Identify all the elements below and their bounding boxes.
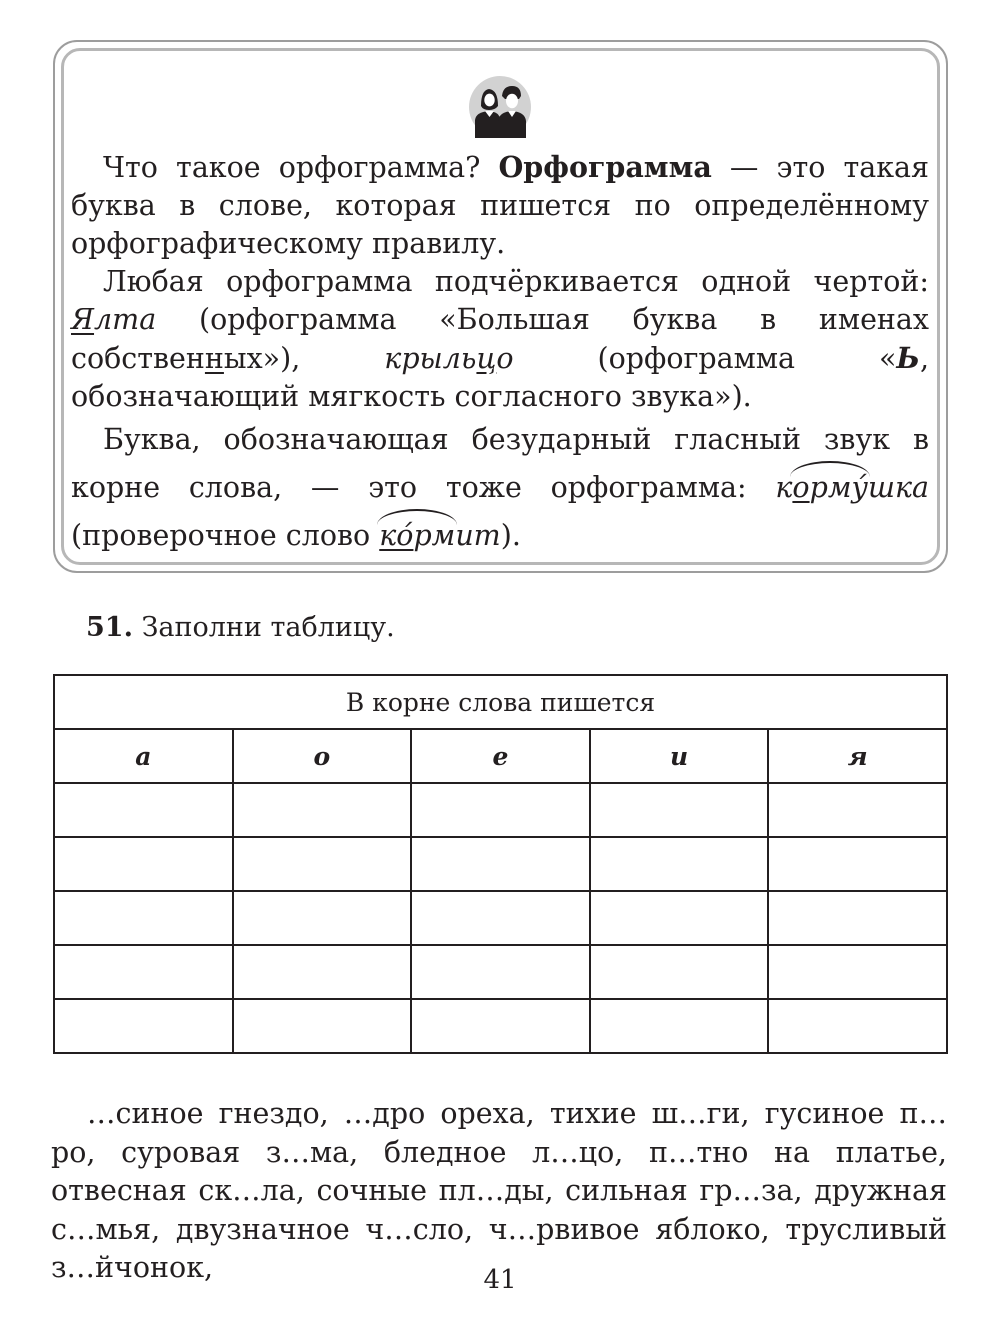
example-part: шка xyxy=(867,471,929,504)
table-cell[interactable] xyxy=(590,891,769,945)
table-cell[interactable] xyxy=(768,945,947,999)
table-row xyxy=(54,945,947,999)
table-cell[interactable] xyxy=(233,999,412,1053)
rule-text-fragment: Буква, обозначающая безударный гласный звук в корне слова, — это тоже орфограмма: xyxy=(71,423,929,504)
example-krylco xyxy=(384,342,513,375)
fill-in-table xyxy=(53,674,948,1054)
rule-text-fragment: (проверочное слово xyxy=(71,519,380,552)
table-cell[interactable] xyxy=(233,945,412,999)
rule-paragraph-2 xyxy=(71,263,929,416)
rule-text-fragment: ых»), xyxy=(223,342,385,375)
underlined-letter: ц xyxy=(476,342,497,375)
table-row xyxy=(54,891,947,945)
table-row xyxy=(54,837,947,891)
soft-sign-letter: Ь xyxy=(896,341,920,375)
example-yalta xyxy=(71,303,156,336)
table-row xyxy=(54,999,947,1053)
table-cell[interactable] xyxy=(768,999,947,1053)
rule-text-fragment: Что такое орфограмма? xyxy=(103,151,499,184)
task-number: 51. xyxy=(86,612,133,643)
table-cell[interactable] xyxy=(768,891,947,945)
table-cell[interactable] xyxy=(411,783,590,837)
rule-text-fragment: , обозначающий мягкость согласного звука»). xyxy=(71,342,929,413)
table-cell[interactable] xyxy=(768,783,947,837)
underlined-letter: Я xyxy=(71,303,95,336)
table-cell[interactable] xyxy=(54,837,233,891)
table-cell[interactable] xyxy=(54,999,233,1053)
rule-text xyxy=(71,148,929,560)
table-cell[interactable] xyxy=(54,945,233,999)
task-text: Заполни таблицу. xyxy=(132,612,395,643)
rule-paragraph-1 xyxy=(71,148,929,263)
example-part: к xyxy=(775,471,793,504)
table-cell[interactable] xyxy=(233,837,412,891)
task-heading xyxy=(86,612,395,643)
example-part: крыль xyxy=(384,342,477,375)
table-cell[interactable] xyxy=(54,891,233,945)
table-cell[interactable] xyxy=(590,999,769,1053)
column-ya: я xyxy=(768,729,947,783)
rule-text-fragment: ). xyxy=(500,519,521,552)
example-kormushka xyxy=(775,471,929,504)
underlined-letter: н xyxy=(204,342,224,375)
term-orthogram: Орфограмма xyxy=(498,150,712,184)
table-header: В корне слова пишется xyxy=(54,675,947,729)
table-cell[interactable] xyxy=(590,783,769,837)
root-arc xyxy=(792,471,868,504)
column-o: о xyxy=(233,729,412,783)
exercise-text: …синое гнездо, …дро ореха, тихие ш…ги, гусиное п…ро, суровая з…ма, бледное л…цо, п…тно на платье, отвесная ск…ла, сочные пл…ды, сильная гр…за, дружная с…мья, двузначное ч…сло, ч…рвивое яблоко, трусливый з…йчонок, xyxy=(51,1097,947,1284)
table-cell[interactable] xyxy=(54,783,233,837)
table-cell[interactable] xyxy=(411,891,590,945)
example-part: лта xyxy=(94,303,157,336)
rule-text-fragment: — это такая буква в слове, которая пишется по определённому орфографическому правилу. xyxy=(71,151,930,260)
table-cell[interactable] xyxy=(590,837,769,891)
two-people-icon xyxy=(469,76,531,138)
table-cell[interactable] xyxy=(233,783,412,837)
underlined-letter: о xyxy=(792,471,810,504)
example-part: о xyxy=(496,342,514,375)
table-cell[interactable] xyxy=(768,837,947,891)
rule-text-fragment: (орфограмма «Большая буква в именах собствен xyxy=(71,303,929,375)
column-i: и xyxy=(590,729,769,783)
example-part: рм xyxy=(413,519,456,552)
page-number: 41 xyxy=(483,1265,517,1295)
table-cell[interactable] xyxy=(590,945,769,999)
example-part: ит xyxy=(455,519,501,552)
rule-text-fragment: Любая орфограмма подчёркивается одной чертой: xyxy=(103,265,929,298)
column-e: е xyxy=(411,729,590,783)
example-kormit xyxy=(379,519,500,552)
rule-paragraph-3 xyxy=(71,416,929,560)
example-part: рму́ xyxy=(809,471,868,504)
table-row xyxy=(54,783,947,837)
underlined-letter: ко́ xyxy=(379,519,414,552)
table-cell[interactable] xyxy=(411,999,590,1053)
table-cell[interactable] xyxy=(411,837,590,891)
table-cell[interactable] xyxy=(233,891,412,945)
rule-text-fragment: (орфограмма « xyxy=(513,342,897,375)
column-a: а xyxy=(54,729,233,783)
root-arc xyxy=(379,519,455,552)
table-cell[interactable] xyxy=(411,945,590,999)
